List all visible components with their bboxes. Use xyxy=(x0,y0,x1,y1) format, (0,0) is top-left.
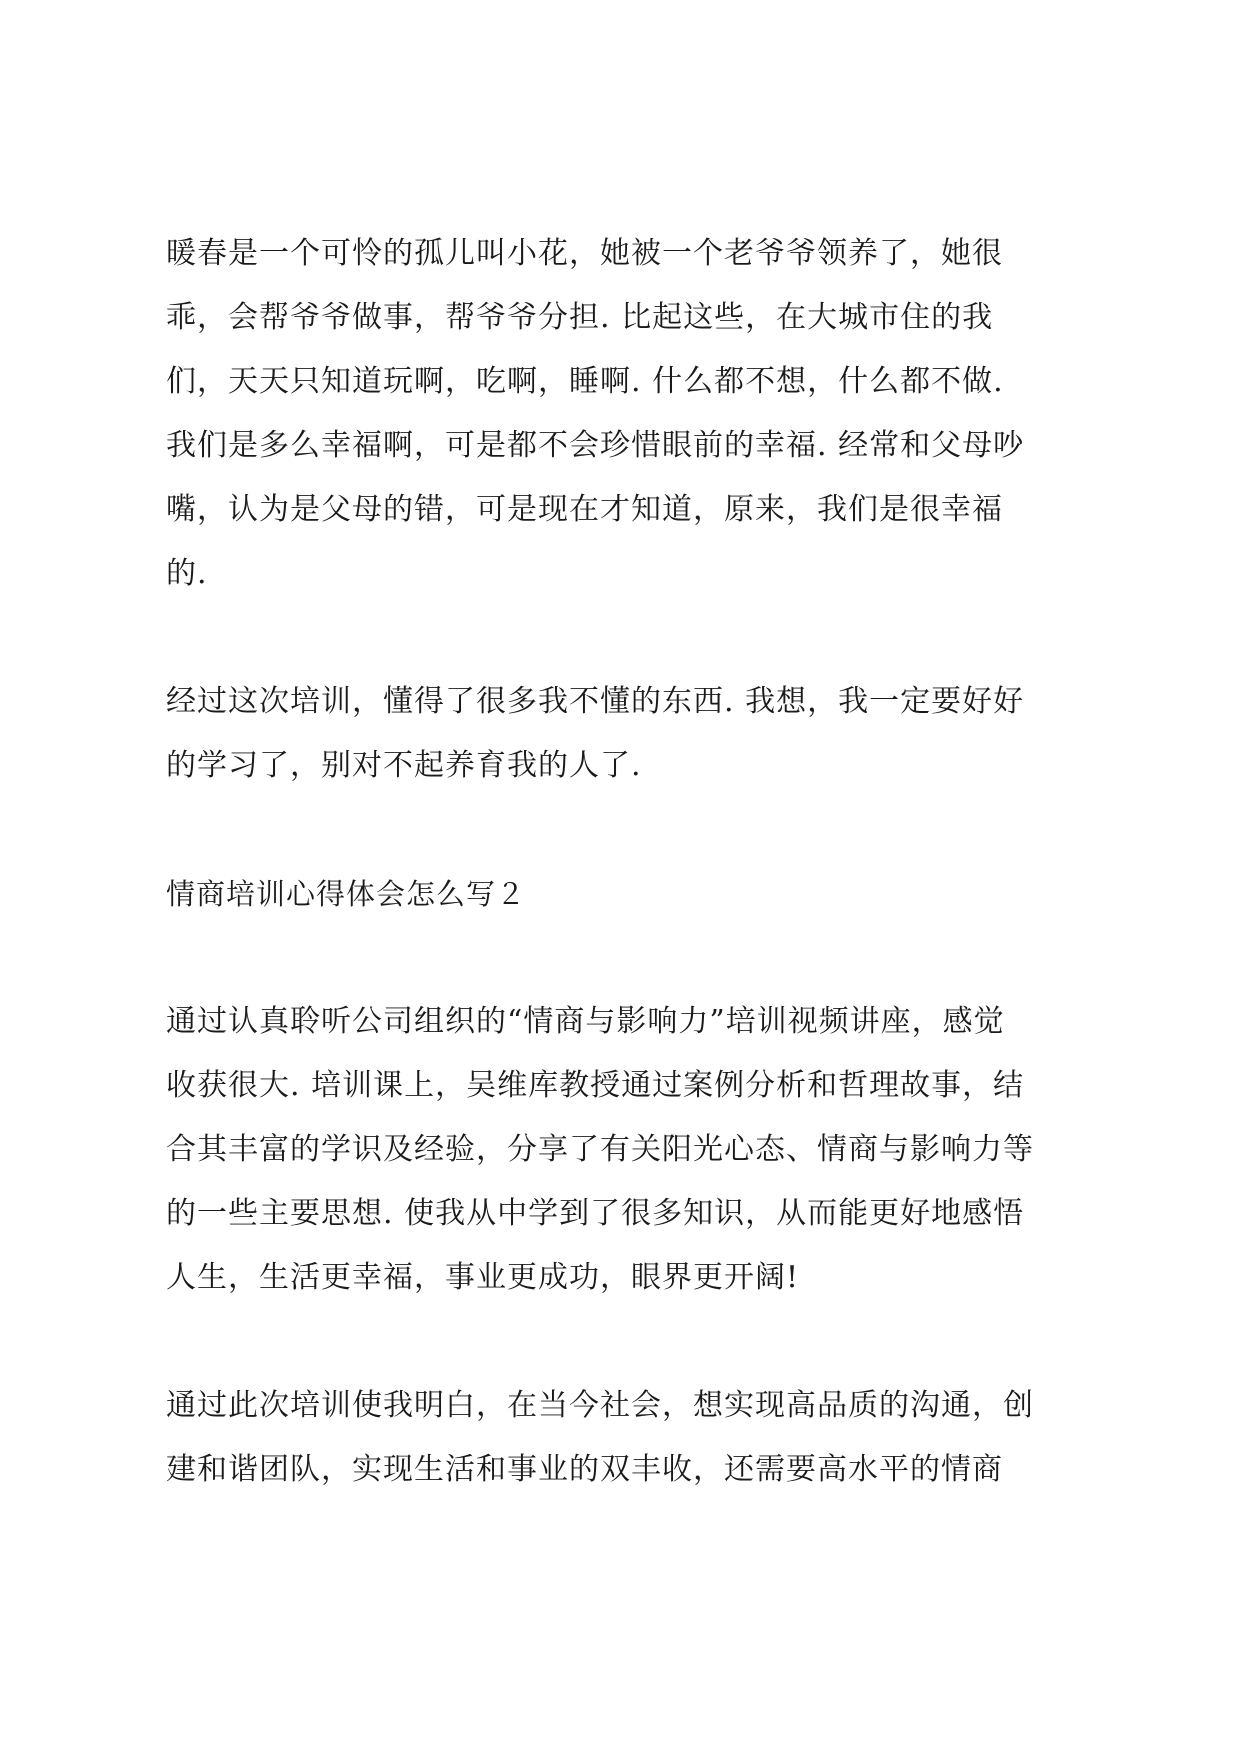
text-line: 建和谐团队，实现生活和事业的双丰收，还需要高水平的情商 xyxy=(166,1452,1003,1487)
text-line: 乖，会帮爷爷做事，帮爷爷分担. 比起这些，在大城市住的我 xyxy=(166,300,994,335)
text-line: 暖春是一个可怜的孤儿叫小花，她被一个老爷爷领养了，她很 xyxy=(166,236,1003,271)
text-line: 嘴，认为是父母的错，可是现在才知道，原来，我们是很幸福 xyxy=(166,492,1003,527)
text-line: 们，天天只知道玩啊，吃啊，睡啊. 什么都不想，什么都不做. xyxy=(166,364,1004,399)
paragraph-training-conclusion xyxy=(166,670,1096,798)
text-line: 通过认真聆听公司组织的“情商与影响力”培训视频讲座，感觉 xyxy=(166,1004,1005,1039)
document-body xyxy=(166,222,1096,1566)
paragraph-nuanchun xyxy=(166,222,1096,606)
text-line: 的一些主要思想. 使我从中学到了很多知识，从而能更好地感悟 xyxy=(166,1196,1025,1231)
paragraph-eq-lecture xyxy=(166,990,1096,1310)
text-line: 合其丰富的学识及经验，分享了有关阳光心态、情商与影响力等 xyxy=(166,1132,1034,1167)
text-line: 经过这次培训，懂得了很多我不懂的东西. 我想，我一定要好好 xyxy=(166,684,1025,719)
text-line: 人生，生活更幸福，事业更成功，眼界更开阔! xyxy=(166,1260,800,1295)
text-line: 的学习了，别对不起养育我的人了. xyxy=(166,748,642,783)
text-line: 的. xyxy=(166,556,208,591)
text-line: 收获很大. 培训课上，吴维库教授通过案例分析和哲理故事，结 xyxy=(166,1068,1025,1103)
text-line: 我们是多么幸福啊，可是都不会珍惜眼前的幸福. 经常和父母吵 xyxy=(166,428,1025,463)
section-heading: 情商培训心得体会怎么写２ xyxy=(166,877,527,911)
text-line: 通过此次培训使我明白，在当今社会，想实现高品质的沟通，创 xyxy=(166,1388,1034,1423)
paragraph-training-insight xyxy=(166,1374,1096,1502)
